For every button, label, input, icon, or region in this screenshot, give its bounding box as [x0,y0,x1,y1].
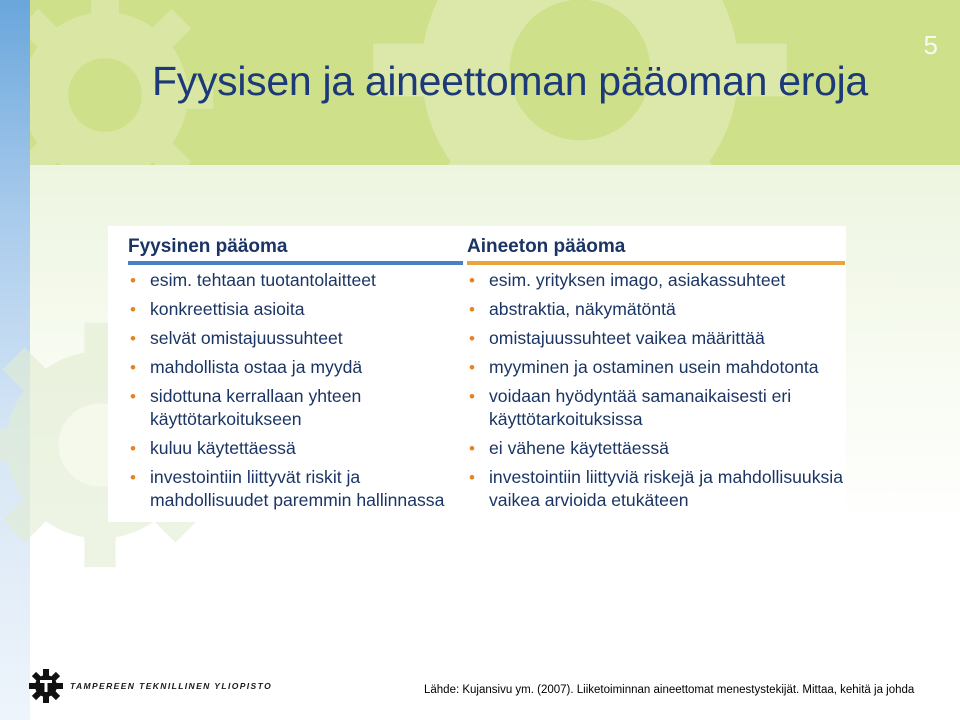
source-citation: Lähde: Kujansivu ym. (2007). Liiketoiminnan aineettomat menestystekijät. Mittaa, kehitä ja johda [424,684,915,696]
comparison-table [108,226,846,522]
list-item: • konkreettisia asioita [128,298,463,321]
intangible-capital-list [467,269,845,512]
list-item: • investointiin liittyviä riskejä ja mahdollisuuksia vaikea arvioida etukäteen [467,466,845,512]
university-name: TAMPEREEN TEKNILLINEN YLIOPISTO [70,681,273,691]
intangible-capital-heading: Aineeton pääoma [467,236,845,265]
list-item: • esim. yrityksen imago, asiakassuhteet [467,269,845,292]
list-item: • investointiin liittyvät riskit ja mahdollisuudet paremmin hallinnassa [128,466,463,512]
intangible-capital-column [467,236,845,518]
list-item: • abstraktia, näkymätöntä [467,298,845,321]
slide-number: 5 [923,30,938,60]
list-item: • voidaan hyödyntää samanaikaisesti eri käyttötarkoituksissa [467,385,845,431]
slide-title: Fyysisen ja aineettoman pääoman eroja [152,58,868,104]
list-item: • omistajuussuhteet vaikea määrittää [467,327,845,350]
list-item: • sidottuna kerrallaan yhteen käyttötarkoitukseen [128,385,463,431]
list-item: • kuluu käytettäessä [128,437,463,460]
physical-capital-heading: Fyysinen pääoma [128,236,463,265]
list-item: • mahdollista ostaa ja myydä [128,356,463,379]
list-item: • selvät omistajuussuhteet [128,327,463,350]
list-item: • ei vähene käytettäessä [467,437,845,460]
physical-capital-list [128,269,463,512]
list-item: • myyminen ja ostaminen usein mahdotonta [467,356,845,379]
physical-capital-column [128,236,463,518]
list-item: • esim. tehtaan tuotantolaitteet [128,269,463,292]
